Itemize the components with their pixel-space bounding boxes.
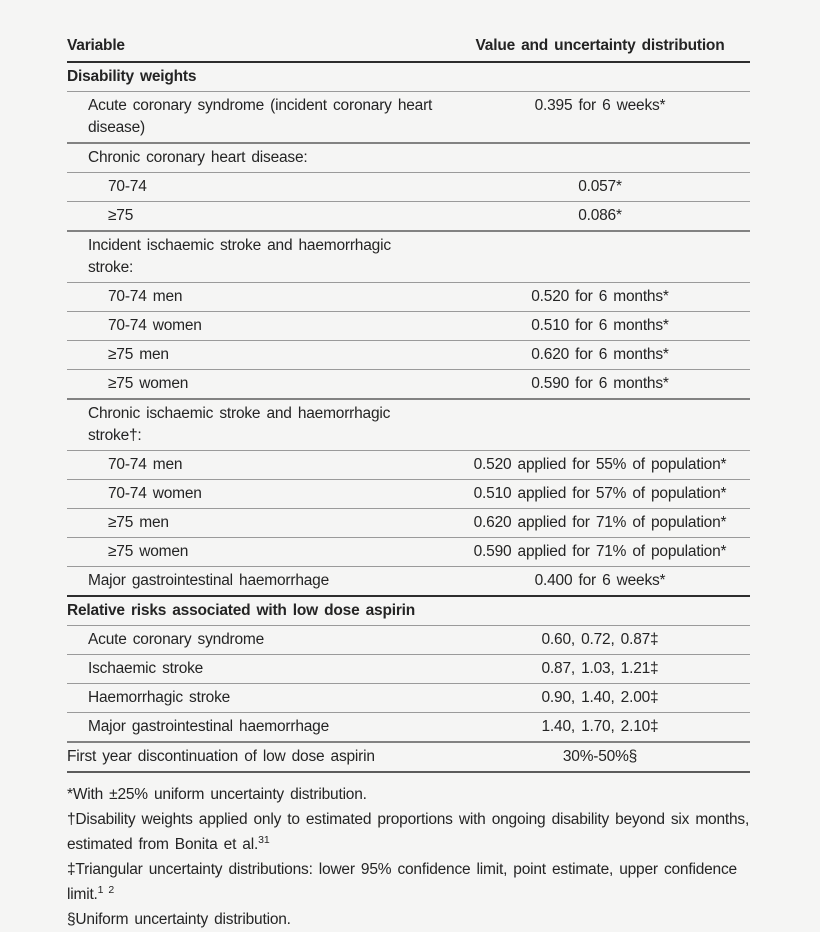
row-label: Major gastrointestinal haemorrhage (88, 718, 330, 735)
table-row (67, 537, 750, 566)
table-row (67, 508, 750, 537)
table-row (67, 369, 750, 398)
row-value: 0.60, 0.72, 0.87‡ (541, 631, 659, 648)
group-row (67, 230, 750, 282)
row-value: 0.620 for 6 months* (531, 346, 669, 363)
table-row (67, 450, 750, 479)
row-label: Ischaemic stroke (88, 660, 204, 677)
group-row (67, 398, 750, 450)
row-label: Relative risks associated with low dose aspirin (67, 602, 416, 619)
row-value: 0.590 for 6 months* (531, 375, 669, 392)
row-value: 0.590 applied for 71% of population* (473, 543, 727, 560)
column-header-value: Value and uncertainty distribution (475, 37, 725, 54)
footnote-text: *With ±25% uniform uncertainty distribution. (67, 786, 367, 803)
row-value: 0.620 applied for 71% of population* (473, 514, 727, 531)
row-value: 0.057* (578, 178, 622, 195)
footnote-text: ‡Triangular uncertainty distributions: lower 95% confidence limit, point estimate, upper confidence limit. (67, 861, 737, 903)
footnote (67, 807, 750, 857)
row-value: 0.400 for 6 weeks* (534, 572, 666, 589)
table-row (67, 311, 750, 340)
row-label: ≥75 women (108, 543, 189, 560)
table-row (67, 654, 750, 683)
row-label: ≥75 men (108, 514, 169, 531)
row-value: 0.395 for 6 weeks* (534, 97, 666, 114)
table-row (67, 566, 750, 595)
table-body (67, 61, 750, 773)
row-label: 70-74 men (108, 288, 183, 305)
table-row (67, 625, 750, 654)
table-row (67, 340, 750, 369)
row-value: 0.510 for 6 months* (531, 317, 669, 334)
table-row (67, 172, 750, 201)
footnote-text: †Disability weights applied only to estimated proportions with ongoing disability beyond six months, estimated from Bonita et al. (67, 811, 750, 853)
table-row (67, 479, 750, 508)
column-header-variable: Variable (67, 37, 125, 54)
row-value: 0.520 for 6 months* (531, 288, 669, 305)
row-label: ≥75 women (108, 375, 189, 392)
row-label: Chronic ischaemic stroke and haemorrhagic stroke†: (88, 405, 391, 444)
row-value: 0.520 applied for 55% of population* (473, 456, 727, 473)
table-row (67, 201, 750, 230)
row-label: Chronic coronary heart disease: (88, 149, 308, 166)
row-label: ≥75 (108, 207, 134, 224)
row-value: 30%-50%§ (562, 748, 638, 765)
row-label: ≥75 men (108, 346, 169, 363)
row-label: 70-74 men (108, 456, 183, 473)
row-label: Acute coronary syndrome (88, 631, 265, 648)
table-row (67, 683, 750, 712)
row-label: Major gastrointestinal haemorrhage (88, 572, 330, 589)
row-label: Incident ischaemic stroke and haemorrhagic stroke: (88, 237, 391, 276)
row-label: 70-74 women (108, 317, 202, 334)
table-row (67, 282, 750, 311)
row-value: 0.086* (578, 207, 622, 224)
row-label: Disability weights (67, 68, 197, 85)
row-label: 70-74 (108, 178, 147, 195)
row-value: 0.90, 1.40, 2.00‡ (541, 689, 659, 706)
group-row (67, 142, 750, 172)
footnote (67, 857, 750, 907)
row-label: Haemorrhagic stroke (88, 689, 231, 706)
footnote-reference-superscript: 1 2 (97, 883, 115, 896)
table-row (67, 712, 750, 741)
row-label: First year discontinuation of low dose aspirin (67, 748, 375, 765)
data-table (67, 33, 750, 932)
row-label: 70-74 women (108, 485, 202, 502)
footnote-reference-superscript: 31 (258, 833, 270, 846)
row-value: 0.510 applied for 57% of population* (473, 485, 727, 502)
table-row (67, 91, 750, 142)
footnote-text: §Uniform uncertainty distribution. (67, 911, 291, 928)
row-value: 0.87, 1.03, 1.21‡ (541, 660, 659, 677)
footnotes (67, 782, 750, 932)
section-row (67, 595, 750, 625)
footnote (67, 782, 750, 807)
footnote (67, 907, 750, 932)
table-row (67, 741, 750, 771)
row-label: Acute coronary syndrome (incident coronary heart disease) (88, 97, 433, 136)
table-header-row (67, 33, 750, 61)
row-value: 1.40, 1.70, 2.10‡ (541, 718, 659, 735)
section-row (67, 61, 750, 91)
